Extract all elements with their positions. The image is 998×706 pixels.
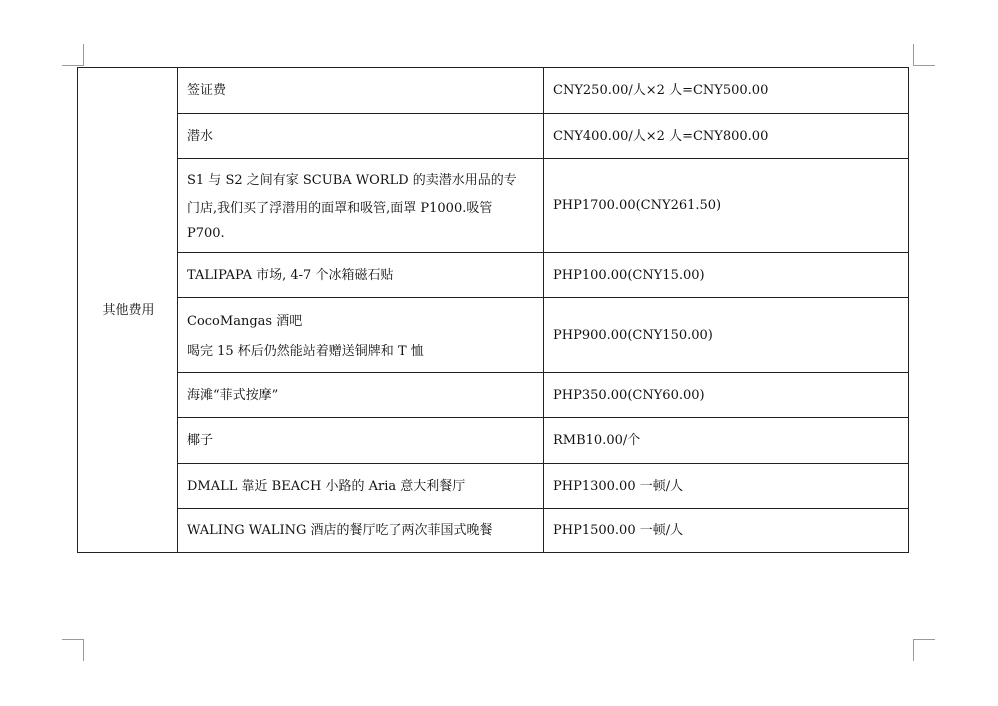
item-text: 椰子: [187, 433, 214, 448]
item-cell: [178, 114, 544, 159]
table-row: [78, 253, 909, 298]
table-row: [78, 373, 909, 418]
item-text-line: 门店,我们买了浮潜用的面罩和吸管,面罩 P1000.吸管: [187, 200, 493, 216]
cost-cell: CNY400.00/人×2 人=CNY800.00: [544, 114, 909, 159]
item-text: TALIPAPA 市场, 4-7 个冰箱磁石贴: [187, 267, 394, 283]
item-text-line: P700.: [187, 225, 225, 241]
item-text-line: S1 与 S2 之间有家 SCUBA WORLD 的卖潜水用品的专: [187, 172, 517, 188]
table-row: [78, 418, 909, 464]
item-cell: [178, 253, 544, 298]
cost-cell: RMB10.00/个: [544, 418, 909, 464]
table-row: [78, 298, 909, 373]
cost-cell: PHP900.00(CNY150.00): [544, 298, 909, 373]
item-cell: [178, 464, 544, 509]
cost-cell: PHP1700.00(CNY261.50): [544, 159, 909, 253]
item-cell: [178, 298, 544, 373]
item-cell: [178, 418, 544, 464]
category-cell: 其他费用: [78, 68, 178, 553]
item-text: 签证费: [187, 83, 227, 98]
item-cell: [178, 373, 544, 418]
table-row: [78, 68, 909, 114]
item-text: DMALL 靠近 BEACH 小路的 Aria 意大利餐厅: [187, 478, 466, 494]
item-cell: [178, 509, 544, 553]
item-text-line: 喝完 15 杯后仍然能站着赠送铜牌和 T 恤: [187, 344, 424, 359]
item-cell: [178, 159, 544, 253]
cost-cell: PHP100.00(CNY15.00): [544, 253, 909, 298]
expenses-table: [77, 67, 909, 553]
cost-cell: PHP350.00(CNY60.00): [544, 373, 909, 418]
item-text: WALING WALING 酒店的餐厅吃了两次菲国式晚餐: [187, 523, 493, 538]
cost-cell: CNY250.00/人×2 人=CNY500.00: [544, 68, 909, 114]
table-row: [78, 114, 909, 159]
cost-cell: PHP1500.00 一顿/人: [544, 509, 909, 553]
item-text-line: CocoMangas 酒吧: [187, 314, 303, 329]
item-text: 潜水: [187, 128, 214, 144]
table-row: [78, 509, 909, 553]
cost-cell: PHP1300.00 一顿/人: [544, 464, 909, 509]
table-row: [78, 464, 909, 509]
item-cell: [178, 68, 544, 114]
item-text: 海滩“菲式按摩”: [187, 387, 279, 403]
table-row: [78, 159, 909, 253]
